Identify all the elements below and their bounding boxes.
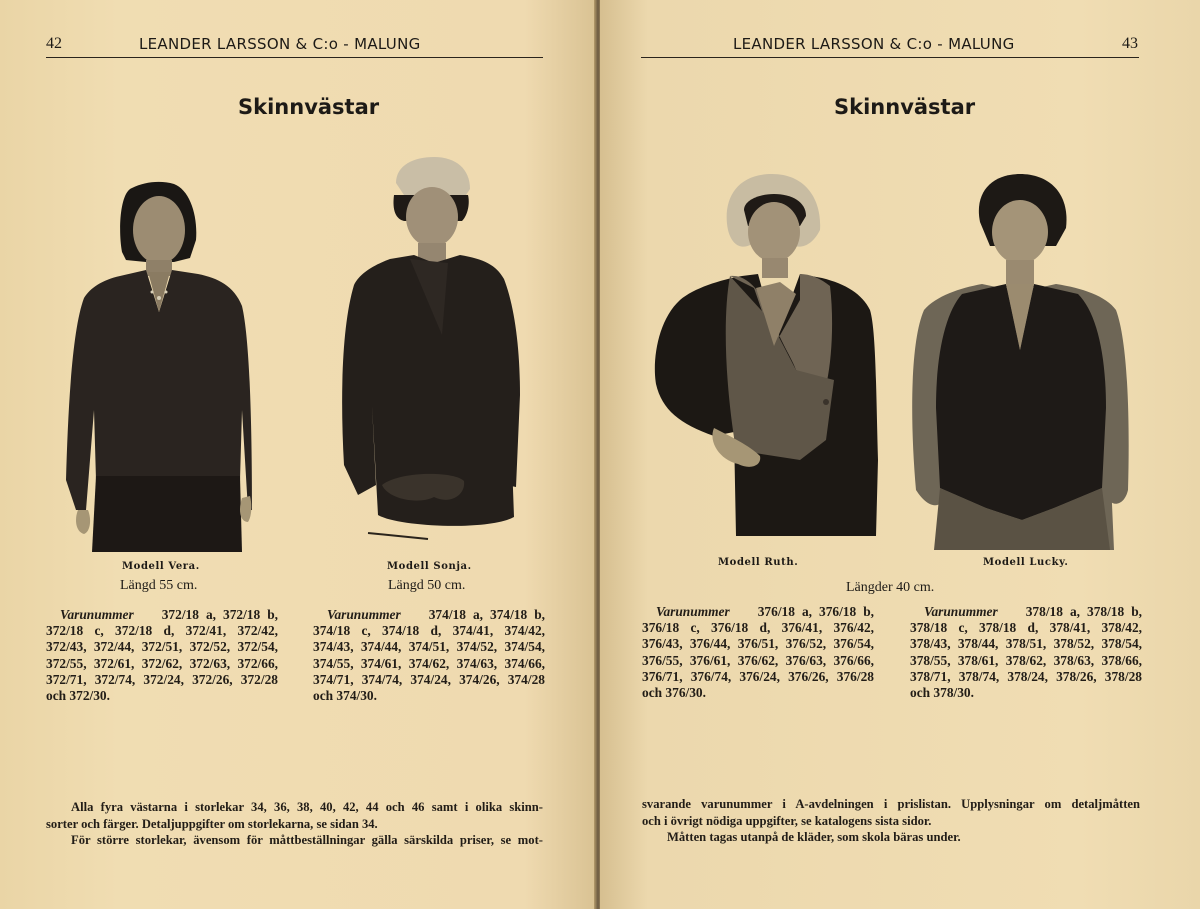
- running-header: LEANDER LARSSON & C:o - MALUNG: [733, 35, 1015, 53]
- model-sonja-article-numbers: Varunummer 374/18 a, 374/18 b, 374/18 c, 374/18 d, 374/41, 374/42, 374/43, 374/44, 374/51, 374/52, 374/54, 374/55, 374/61, 374/62, 374/63, 374/66, 374/71, 374/74, 374/24, 374/26, 374/28 och 374/30.: [313, 607, 545, 704]
- footer-text: svarande varunummer i A-avdelningen i prislistan. Upplysningar om detaljmåtten och i övrigt nödiga uppgifter, se katalogens sista sidor. Måtten tagas utanpå de kläder, som skola bäras under.: [642, 797, 1140, 844]
- article-lead: Varunummer: [60, 607, 134, 622]
- page-number: 42: [46, 35, 62, 52]
- running-header: LEANDER LARSSON & C:o - MALUNG: [139, 35, 421, 53]
- model-ruth-article-numbers: Varunummer 376/18 a, 376/18 b, 376/18 c, 376/18 d, 376/41, 376/42, 376/43, 376/44, 376/51, 376/52, 376/54, 376/55, 376/61, 376/62, 376/63, 376/66, 376/71, 376/74, 376/24, 376/26, 376/28 och 376/30.: [642, 604, 874, 701]
- model-lucky-article-numbers: Varunummer 378/18 a, 378/18 b, 378/18 c, 378/18 d, 378/41, 378/42, 378/43, 378/44, 378/51, 378/52, 378/54, 378/55, 378/61, 378/62, 378/63, 378/66, 378/71, 378/74, 378/24, 378/26, 378/28 och 378/30.: [910, 604, 1142, 701]
- footer-text: Alla fyra västarna i storlekar 34, 36, 38, 40, 42, 44 och 46 samt i olika skinn- sorter och färger. Detaljuppgifter om storlekarna, se sidan 34. För större storlekar, ävensom för måttbeställningar gälla särskilda priser, se mot-: [46, 800, 543, 847]
- article-lead: Varunummer: [924, 604, 998, 619]
- model-lucky-label: Modell Lucky.: [983, 557, 1069, 568]
- page-title: Skinnvästar: [238, 95, 380, 119]
- model-ruth-label: Modell Ruth.: [718, 557, 799, 568]
- model-vera-length: Längd 55 cm.: [120, 578, 198, 593]
- model-vera-label: Modell Vera.: [122, 561, 200, 572]
- header-rule: [641, 57, 1139, 58]
- model-ruth-photo: [650, 170, 882, 544]
- page-number: 43: [1122, 35, 1138, 52]
- model-vera-article-numbers: Varunummer 372/18 a, 372/18 b, 372/18 c, 372/18 d, 372/41, 372/42, 372/43, 372/44, 372/51, 372/52, 372/54, 372/55, 372/61, 372/62, 372/63, 372/66, 372/71, 372/74, 372/24, 372/26, 372/28 och 372/30.: [46, 607, 278, 704]
- shared-length: Längder 40 cm.: [846, 580, 935, 595]
- model-sonja-photo: [338, 155, 522, 545]
- model-sonja-label: Modell Sonja.: [387, 561, 472, 572]
- model-vera-photo: [62, 180, 254, 552]
- catalog-page-right: [600, 0, 1200, 909]
- article-lead: Varunummer: [656, 604, 730, 619]
- header-rule: [46, 57, 543, 58]
- catalog-page-left: [0, 0, 596, 909]
- model-sonja-length: Längd 50 cm.: [388, 578, 466, 593]
- article-lead: Varunummer: [327, 607, 401, 622]
- model-lucky-photo: [910, 172, 1130, 552]
- page-title: Skinnvästar: [834, 95, 976, 119]
